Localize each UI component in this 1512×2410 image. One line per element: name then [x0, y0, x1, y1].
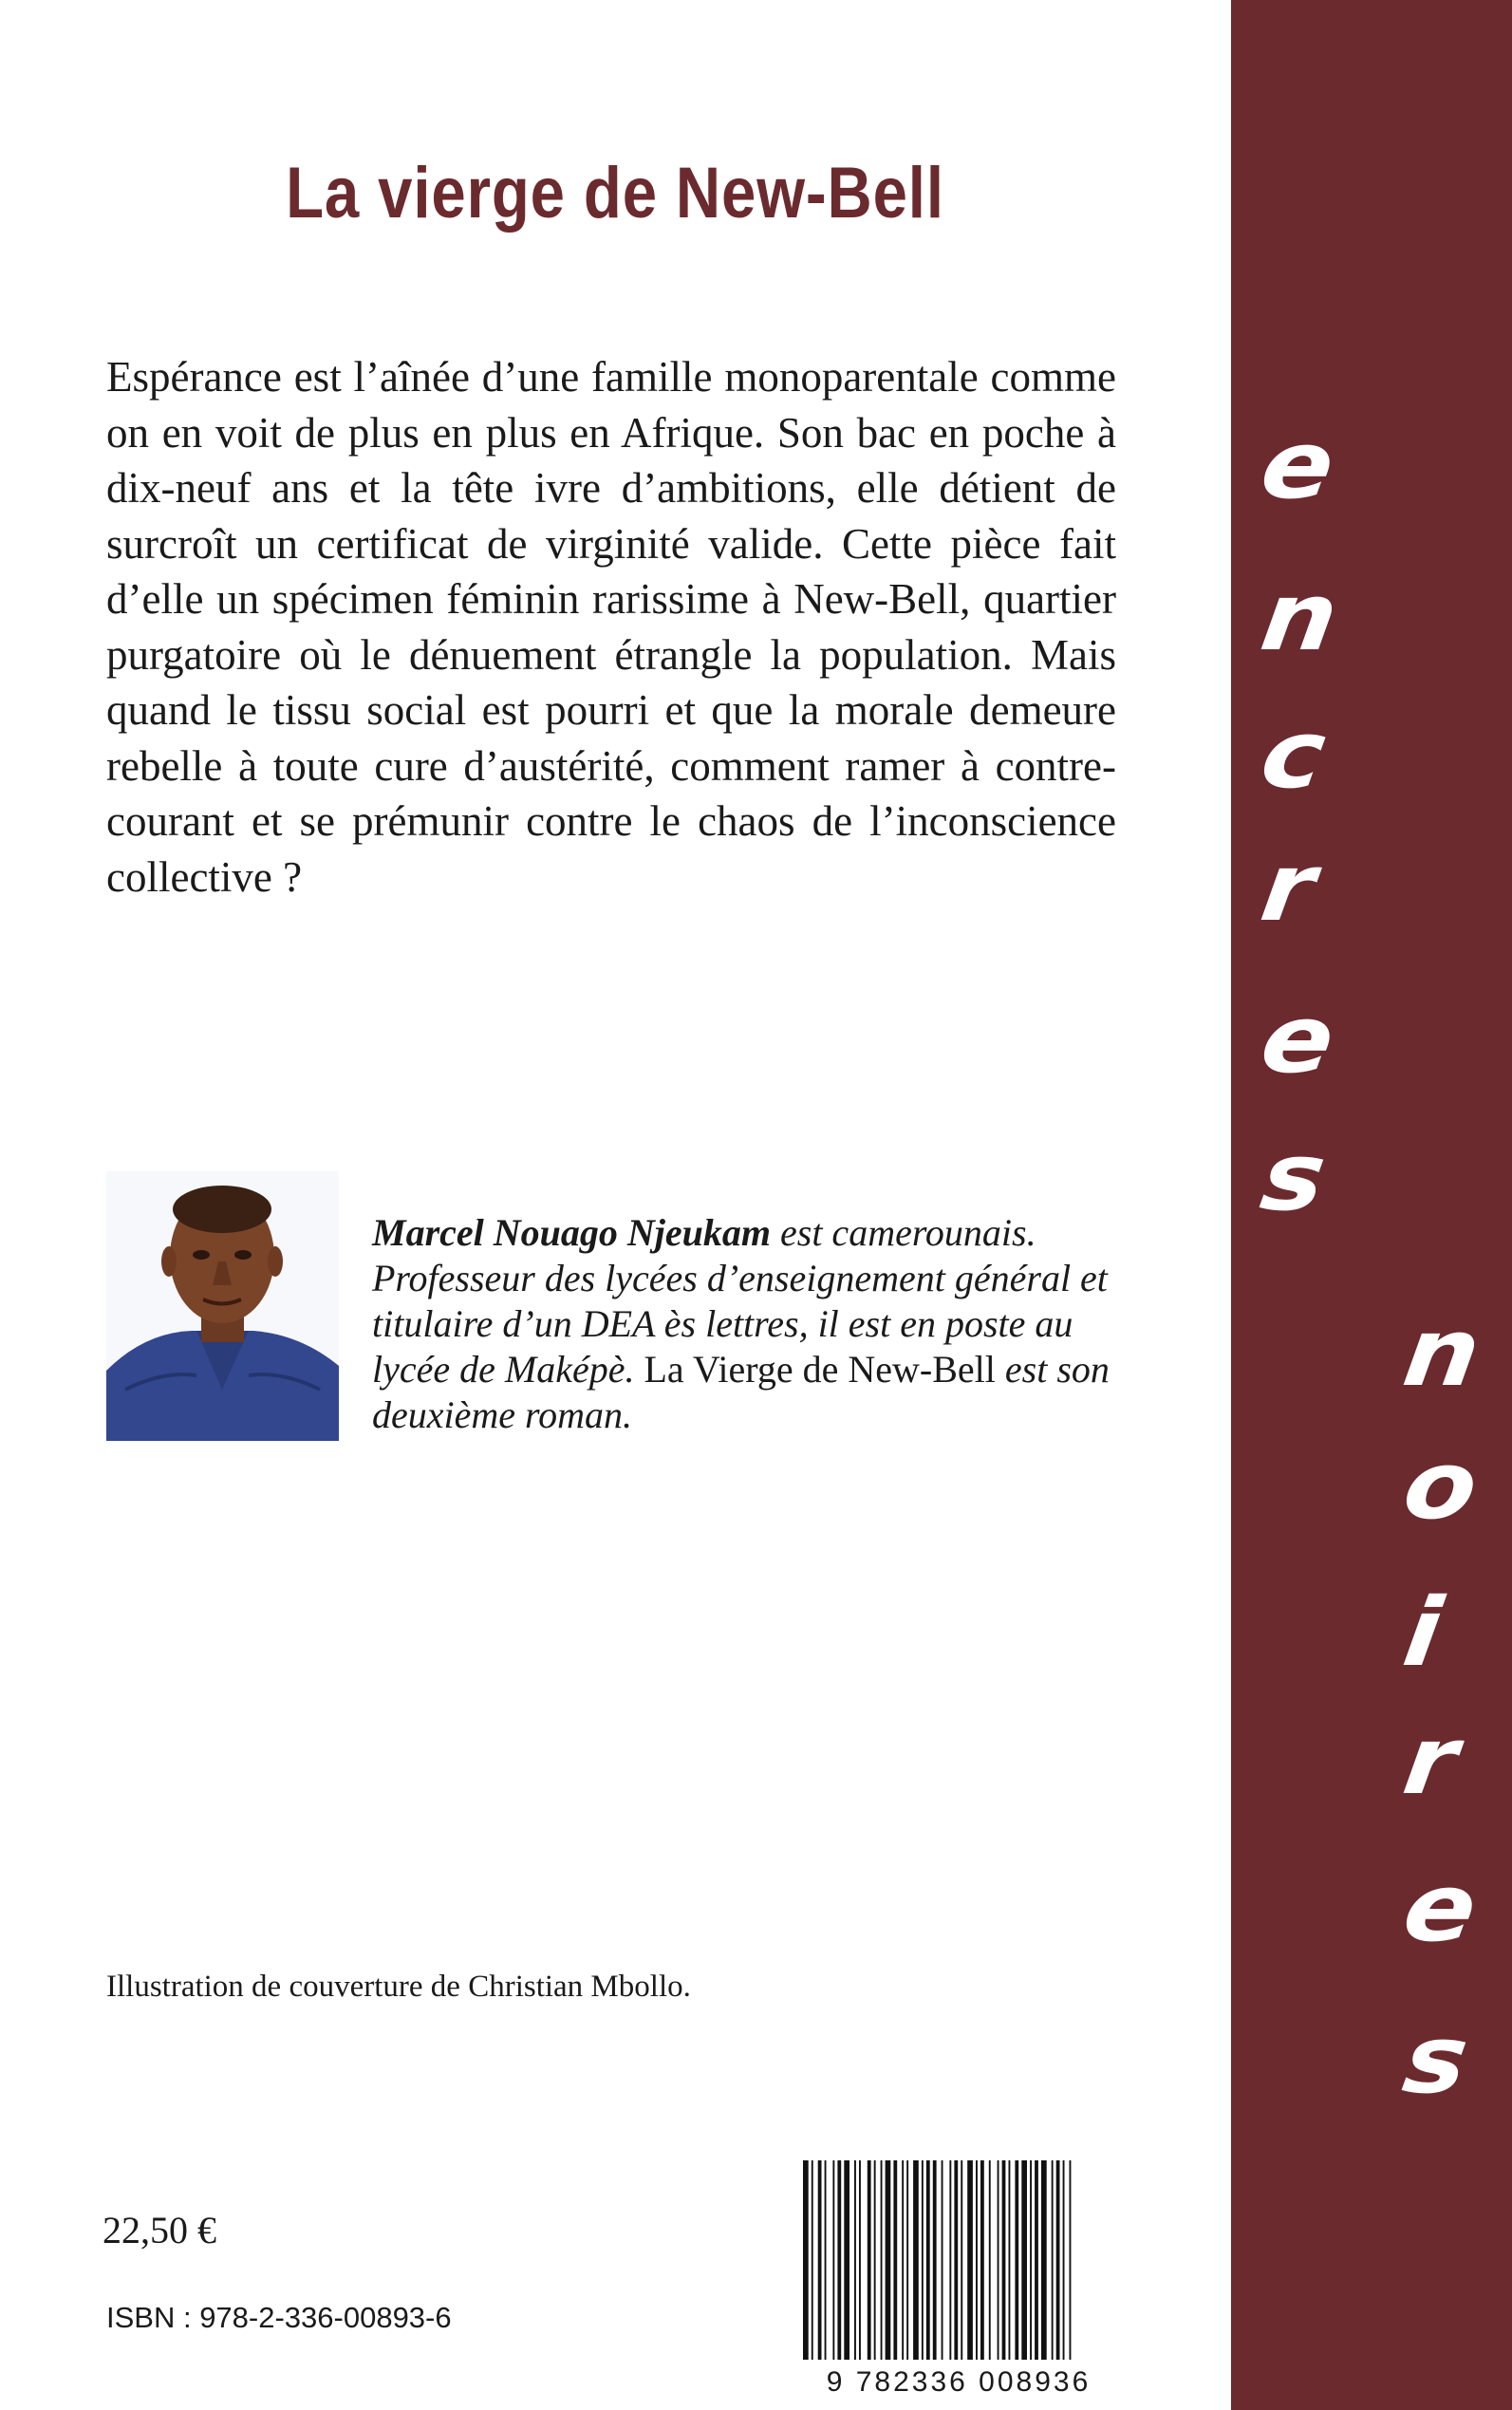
barcode-bar	[1070, 2160, 1072, 2360]
barcode-bar	[989, 2160, 991, 2360]
barcode-bar	[832, 2160, 834, 2360]
series-letter: i	[1396, 1578, 1448, 1688]
barcode-bar	[1015, 2160, 1018, 2360]
barcode-bar	[949, 2160, 951, 2360]
barcode-bar	[868, 2160, 871, 2360]
barcode-bar	[1002, 2160, 1006, 2360]
series-letter: c	[1254, 700, 1333, 810]
series-letter: s	[1396, 2005, 1475, 2115]
series-letter: r	[1254, 832, 1322, 943]
barcode-bar	[942, 2160, 943, 2360]
author-photo	[106, 1171, 339, 1441]
barcode-bar	[961, 2160, 962, 2360]
series-letter: e	[1254, 984, 1341, 1094]
barcode-bar	[1021, 2160, 1027, 2360]
book-blurb: Espérance est l’aînée d’une famille monoparentale comme on en voit de plus en plus en Afrique. Son bac en poche à dix-neuf ans et la tête ivre d’ambitions, elle détient de surcroît un certificat de virginité valide. Cette pièce fait d’elle un spécimen féminin rarissime à New-Bell, quartier purgatoire où le dénuement étrangle la population. Mais quand le tissu social est pourri et que la morale demeure rebelle à toute cure d’austérité, comment ramer à contre-courant et se prémunir contre le chaos de l’inconscience collective ?	[106, 353, 1116, 901]
barcode-bar	[980, 2160, 984, 2360]
author-bio-part1: est camerounais. Professeur des lycées d’enseignement général et titulaire d’un DEA ès lettres, il est en poste au lycée de Maképè.	[372, 1211, 1108, 1391]
barcode-bar	[1052, 2160, 1054, 2360]
barcode-bar	[837, 2160, 841, 2360]
barcode-bar	[967, 2160, 973, 2360]
barcode-bar	[954, 2160, 958, 2360]
barcode-bar	[881, 2160, 883, 2360]
author-bio	[372, 1210, 1122, 1438]
barcode-bar	[818, 2160, 822, 2360]
isbn: ISBN : 978-2-336-00893-6	[106, 2301, 452, 2334]
barcode-bar	[1056, 2160, 1060, 2360]
barcode-bar	[1063, 2160, 1065, 2360]
series-letter: n	[1396, 1298, 1487, 1408]
barcode-bar	[893, 2160, 897, 2360]
barcode-bar	[859, 2160, 861, 2360]
barcode-bar	[902, 2160, 904, 2360]
barcode-bar	[1030, 2160, 1032, 2360]
barcode-bar	[933, 2160, 937, 2360]
barcode-bar	[825, 2160, 827, 2360]
barcode-bar	[812, 2160, 813, 2360]
barcode-bar	[922, 2160, 924, 2360]
series-letter: e	[1254, 410, 1341, 520]
barcode-bar	[976, 2160, 978, 2360]
price: 22,50 €	[103, 2209, 216, 2251]
barcode-bar	[913, 2160, 919, 2360]
barcode-bar	[1009, 2160, 1011, 2360]
barcode-bar	[844, 2160, 849, 2360]
barcode-bar	[854, 2160, 856, 2360]
barcode-bar	[1041, 2160, 1047, 2360]
author-bio-book-title: La Vierge de New-Bell	[634, 1348, 996, 1391]
barcode-bar	[1035, 2160, 1038, 2360]
barcode-digits: 9 782336 008936	[826, 2366, 1092, 2398]
series-letter: o	[1396, 1430, 1484, 1541]
series-letter: s	[1254, 1122, 1333, 1232]
series-letter: e	[1396, 1853, 1484, 1963]
illustration-credit: Illustration de couverture de Christian Mbollo.	[106, 1970, 691, 2004]
book-title: La vierge de New-Bell	[286, 153, 944, 234]
series-letter: r	[1396, 1706, 1465, 1816]
series-letter: n	[1254, 562, 1345, 672]
barcode-bar	[886, 2160, 891, 2360]
barcode-bar	[998, 2160, 999, 2360]
barcode-bar	[803, 2160, 809, 2360]
author-name: Marcel Nouago Njeukam	[372, 1211, 771, 1254]
author-bio-part2: est son deuxième roman.	[372, 1348, 1110, 1436]
barcode	[799, 2160, 1118, 2369]
barcode-bar	[874, 2160, 876, 2360]
barcode-bar	[906, 2160, 908, 2360]
barcode-bar	[926, 2160, 930, 2360]
